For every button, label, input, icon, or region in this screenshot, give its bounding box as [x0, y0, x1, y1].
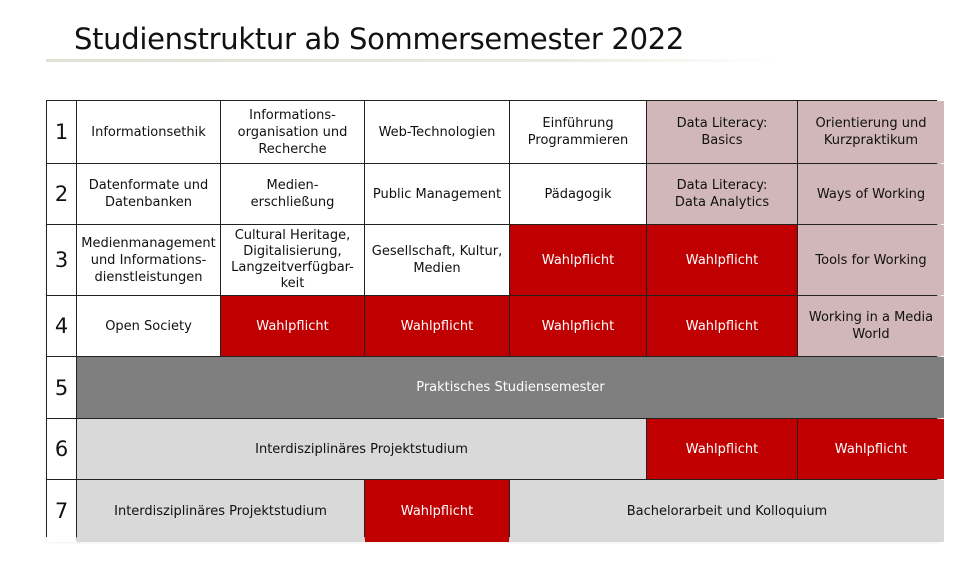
module-cell: Data Literacy: Data Analytics [647, 164, 797, 224]
module-cell: Public Management [365, 164, 509, 224]
module-cell: Wahlpflicht [221, 296, 364, 356]
module-cell: Data Literacy: Basics [647, 101, 797, 163]
module-cell: Wahlpflicht [647, 225, 797, 295]
module-cell: Working in a Media World [798, 296, 944, 356]
title-underline [46, 59, 776, 62]
module-cell: Einführung Programmieren [510, 101, 646, 163]
semester-number: 2 [47, 164, 76, 224]
semester-number: 7 [47, 480, 76, 542]
module-cell: Wahlpflicht [647, 296, 797, 356]
page-title: Studienstruktur ab Sommersemester 2022 [74, 22, 685, 56]
study-structure-table [46, 100, 937, 537]
module-cell: Tools for Working [798, 225, 944, 295]
module-cell: Wahlpflicht [510, 296, 646, 356]
module-cell: Wahlpflicht [798, 419, 944, 479]
module-cell: Orientierung und Kurzpraktikum [798, 101, 944, 163]
thesis-cell: Bachelorarbeit und Kolloquium [510, 480, 944, 542]
module-cell: Web-Technologien [365, 101, 509, 163]
module-cell: Informationsethik [77, 101, 220, 163]
module-cell: Ways of Working [798, 164, 944, 224]
module-cell: Medienmanagement und Informations- dienstleistungen [77, 225, 220, 295]
module-cell: Wahlpflicht [365, 480, 509, 542]
module-cell: Gesellschaft, Kultur, Medien [365, 225, 509, 295]
module-cell: Wahlpflicht [510, 225, 646, 295]
module-cell: Wahlpflicht [365, 296, 509, 356]
module-cell: Datenformate und Datenbanken [77, 164, 220, 224]
semester-number: 5 [47, 357, 76, 418]
module-cell: Open Society [77, 296, 220, 356]
semester-grid [46, 100, 937, 537]
semester-number: 6 [47, 419, 76, 479]
module-cell: Cultural Heritage, Digitalisierung, Langzeitverfügbar- keit [221, 225, 364, 295]
module-cell: Medien- erschließung [221, 164, 364, 224]
module-cell: Informations- organisation und Recherche [221, 101, 364, 163]
semester-number: 4 [47, 296, 76, 356]
project-study-cell: Interdisziplinäres Projektstudium [77, 419, 646, 479]
module-cell: Pädagogik [510, 164, 646, 224]
module-cell: Wahlpflicht [647, 419, 797, 479]
semester-number: 3 [47, 225, 76, 295]
project-study-cell: Interdisziplinäres Projektstudium [77, 480, 364, 542]
semester-number: 1 [47, 101, 76, 163]
practical-semester-cell: Praktisches Studiensemester [77, 357, 944, 418]
